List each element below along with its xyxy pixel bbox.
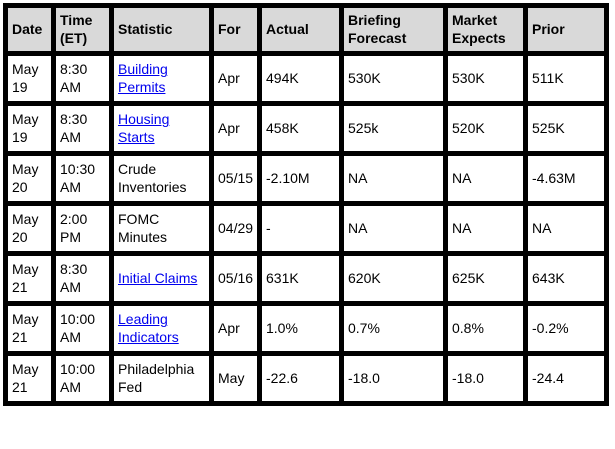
header-cell-actual: Actual (260, 6, 342, 54)
header-cell-prior: Prior (526, 6, 607, 54)
cell-date: May 19 (6, 54, 54, 104)
cell-date: May 21 (6, 254, 54, 304)
cell-for: 05/16 (212, 254, 260, 304)
header-row (6, 6, 607, 54)
table-row (6, 154, 607, 204)
cell-market-expects: 530K (446, 54, 526, 104)
cell-briefing-forecast: 530K (342, 54, 446, 104)
cell-prior: 525K (526, 104, 607, 154)
header-cell-for: For (212, 6, 260, 54)
cell-actual: 1.0% (260, 304, 342, 354)
cell-briefing-forecast: 0.7% (342, 304, 446, 354)
cell-time: 2:00 PM (54, 204, 112, 254)
cell-for: Apr (212, 304, 260, 354)
cell-statistic (112, 254, 212, 304)
table-row (6, 304, 607, 354)
cell-briefing-forecast: 525k (342, 104, 446, 154)
statistic-link[interactable]: Initial Claims (118, 269, 198, 286)
cell-prior: -4.63M (526, 154, 607, 204)
header-cell-date: Date (6, 6, 54, 54)
cell-time: 10:30 AM (54, 154, 112, 204)
header-cell-briefing-forecast: Briefing Forecast (342, 6, 446, 54)
cell-actual: 458K (260, 104, 342, 154)
cell-date: May 21 (6, 354, 54, 404)
economic-calendar-table (3, 3, 609, 406)
cell-for: Apr (212, 54, 260, 104)
cell-for: Apr (212, 104, 260, 154)
cell-actual: 494K (260, 54, 342, 104)
cell-prior: -24.4 (526, 354, 607, 404)
cell-date: May 21 (6, 304, 54, 354)
cell-market-expects: 0.8% (446, 304, 526, 354)
cell-market-expects: 520K (446, 104, 526, 154)
cell-date: May 20 (6, 204, 54, 254)
cell-prior: 511K (526, 54, 607, 104)
table-row (6, 54, 607, 104)
cell-date: May 20 (6, 154, 54, 204)
cell-date: May 19 (6, 104, 54, 154)
cell-statistic (112, 54, 212, 104)
cell-for: 04/29 (212, 204, 260, 254)
cell-for: May (212, 354, 260, 404)
cell-prior: -0.2% (526, 304, 607, 354)
cell-market-expects: NA (446, 204, 526, 254)
cell-for: 05/15 (212, 154, 260, 204)
statistic-link[interactable]: Building Permits (118, 61, 168, 95)
cell-time: 8:30 AM (54, 54, 112, 104)
cell-time: 8:30 AM (54, 104, 112, 154)
table-row (6, 354, 607, 404)
cell-actual: -2.10M (260, 154, 342, 204)
table-row (6, 104, 607, 154)
cell-statistic: FOMC Minutes (112, 204, 212, 254)
table-row (6, 204, 607, 254)
statistic-link[interactable]: Housing Starts (118, 111, 170, 145)
cell-time: 8:30 AM (54, 254, 112, 304)
cell-market-expects: NA (446, 154, 526, 204)
cell-actual: -22.6 (260, 354, 342, 404)
statistic-link[interactable]: Leading Indicators (118, 311, 179, 345)
cell-statistic (112, 304, 212, 354)
header-cell-statistic: Statistic (112, 6, 212, 54)
cell-statistic (112, 104, 212, 154)
cell-statistic: Philadelphia Fed (112, 354, 212, 404)
cell-statistic: Crude Inventories (112, 154, 212, 204)
cell-actual: - (260, 204, 342, 254)
cell-prior: 643K (526, 254, 607, 304)
header-cell-market-expects: Market Expects (446, 6, 526, 54)
cell-time: 10:00 AM (54, 304, 112, 354)
cell-briefing-forecast: NA (342, 154, 446, 204)
header-cell-time: Time (ET) (54, 6, 112, 54)
cell-briefing-forecast: 620K (342, 254, 446, 304)
cell-briefing-forecast: -18.0 (342, 354, 446, 404)
cell-briefing-forecast: NA (342, 204, 446, 254)
cell-prior: NA (526, 204, 607, 254)
cell-actual: 631K (260, 254, 342, 304)
table-row (6, 254, 607, 304)
cell-time: 10:00 AM (54, 354, 112, 404)
cell-market-expects: 625K (446, 254, 526, 304)
cell-market-expects: -18.0 (446, 354, 526, 404)
